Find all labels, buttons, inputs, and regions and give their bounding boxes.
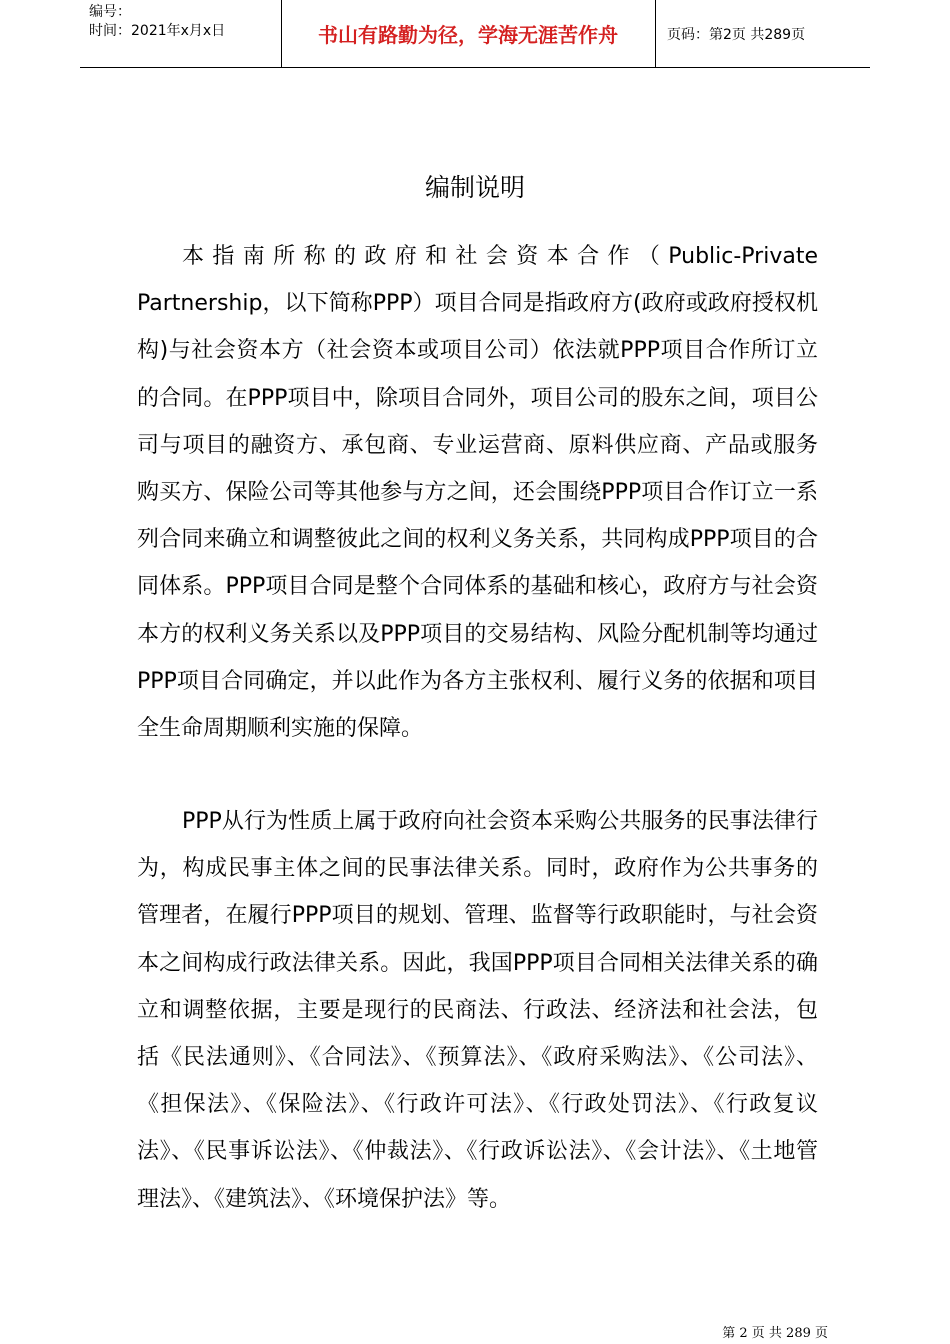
document-title: 编制说明	[424, 173, 525, 202]
header-motto-cell	[281, 0, 656, 67]
document-time-label: 时间：2021年x月x日	[89, 23, 226, 39]
page-header	[80, 0, 870, 68]
header-page-number: 页码：第2页 共289页	[667, 27, 806, 43]
header-motto: 书山有路勤为径，学海无涯苦作舟	[318, 23, 618, 47]
header-page-cell	[656, 0, 870, 67]
body-paragraph: 本指南所称的政府和社会资本合作（Public-Private Partnership，以下简称PPP）项目合同是指政府方(政府或政府授权机构)与社会资本方（社会资本或项目公司）依法就PPP项目合作所订立的合同。在PPP项目中，除项目合同外，项目公司的股东之间，项目公司与项目的融资方、承包商、专业运营商、原料供应商、产品或服务购买方、保险公司等其他参与方之间，还会围绕PPP项目合作订立一系列合同来确立和调整彼此之间的权利义务关系，共同构成PPP项目的合同体系。PPP项目合同是整个合同体系的基础和核心，政府方与社会资本方的权利义务关系以及PPP项目的交易结构、风险分配机制等均通过PPP项目合同确定，并以此作为各方主张权利、履行义务的依据和项目全生命周期顺利实施的保障。	[137, 244, 818, 742]
header-info-cell	[80, 0, 282, 67]
document-number-label: 编号：	[89, 4, 131, 20]
page-footer-number: 第 2 页 共 289 页	[722, 1326, 828, 1341]
body-paragraph: PPP从行为性质上属于政府向社会资本采购公共服务的民事法律行为，构成民事主体之间的民事法律关系。同时，政府作为公共事务的管理者，在履行PPP项目的规划、管理、监督等行政职能时，与社会资本之间构成行政法律关系。因此，我国PPP项目合同相关法律关系的确立和调整依据，主要是现行的民商法、行政法、经济法和社会法，包括《民法通则》、《合同法》、《预算法》、《政府采购法》、《公司法》、《担保法》、《保险法》、《行政许可法》、《行政处罚法》、《行政复议法》、《民事诉讼法》、《仲裁法》、《行政诉讼法》、《会计法》、《土地管理法》、《建筑法》、《环境保护法》等。	[137, 809, 818, 1212]
